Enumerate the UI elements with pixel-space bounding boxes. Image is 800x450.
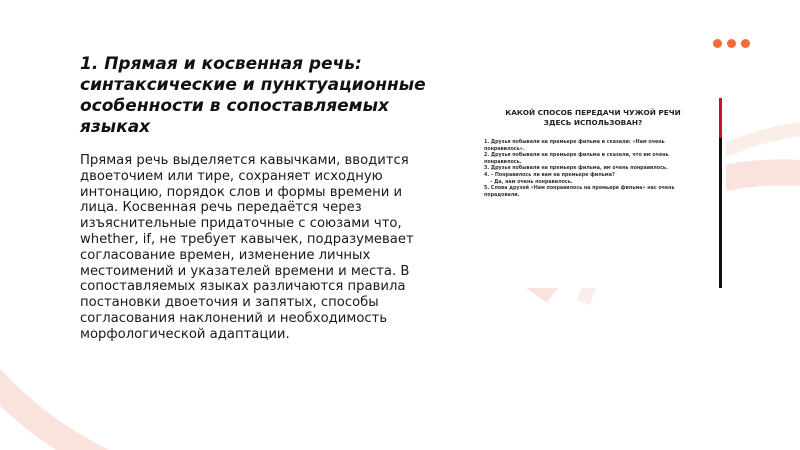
slide-body-text: Прямая речь выделяется кавычками, вводится двоеточием или тире, сохраняет исходную интонацию, порядок слов и формы времени и лица. Косвенная речь передаётся через изъяснительные придаточные с союзами что, whether, if, не требует кавычек, подразумевает согласование времен, изменение личных местоимений и указателей времени и места. В сопоставляемых языках различаются правила постановки двоеточия и запятых, способы согласования наклонений и необходимость морфологической адаптации. <box>80 153 414 342</box>
list-item: 2. Друзья побывали на премьере фильма и сказали, что им очень понравилось. <box>484 153 669 165</box>
dot-icon <box>713 39 722 48</box>
dot-icon <box>727 39 736 48</box>
list-item: – Да, нам очень понравилось. <box>490 179 573 185</box>
list-item: 1. Друзья побывали на премьере фильма и сказали: «Нам очень понравилось». <box>484 140 665 152</box>
exercise-figure <box>470 98 726 288</box>
exercise-list <box>484 140 704 199</box>
figure-side-bar-accent <box>719 98 722 138</box>
slide-title: 1. Прямая и косвенная речь: синтаксические и пунктуационные особенности в сопоставляемых языках <box>80 54 426 137</box>
list-item: 5. Слова друзей «Нам понравилось на премьере фильма» нас очень порадовали. <box>484 186 675 198</box>
dot-icon <box>741 39 750 48</box>
figure-heading: КАКОЙ СПОСОБ ПЕРЕДАЧИ ЧУЖОЙ РЕЧИ ЗДЕСЬ ИСПОЛЬЗОВАН? <box>505 108 681 127</box>
list-item: 4. – Понравилось ли вам на премьере фильма? <box>484 172 615 178</box>
decor-dots <box>713 39 750 48</box>
list-item: 3. Друзья побывали на премьере фильма, им очень понравилось. <box>484 166 668 172</box>
